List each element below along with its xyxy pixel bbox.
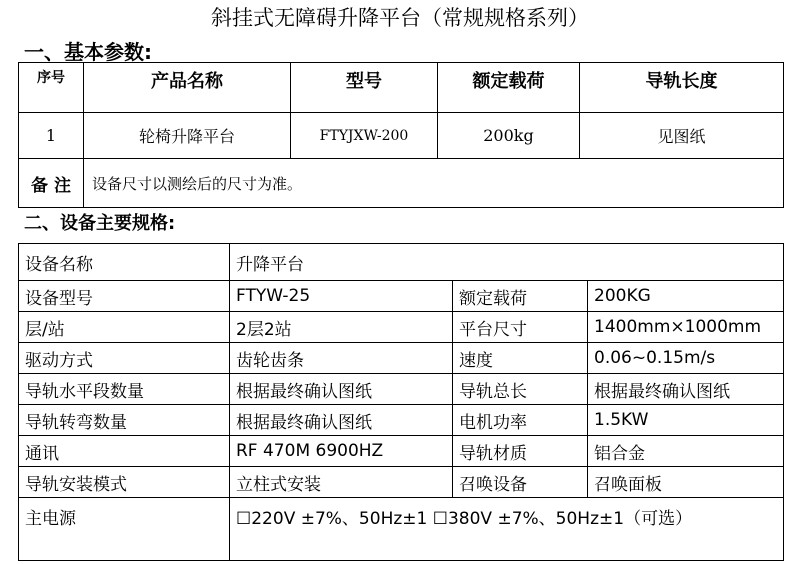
table-row — [19, 436, 784, 467]
cell: 主电源 — [19, 498, 230, 561]
note-label: 备 注 — [19, 159, 84, 208]
cell: 200kg — [438, 113, 580, 159]
table-header-row — [19, 63, 784, 113]
cell: 设备名称 — [19, 244, 230, 281]
cell: ☐220V ±7%、50Hz±1 ☐380V ±7%、50Hz±1（可选） — [230, 498, 784, 561]
cell: 召唤面板 — [588, 467, 784, 498]
cell: 升降平台 — [230, 244, 784, 281]
cell: 轮椅升降平台 — [84, 113, 291, 159]
table-row — [19, 281, 784, 312]
cell: 驱动方式 — [19, 343, 230, 374]
cell: 根据最终确认图纸 — [230, 405, 453, 436]
cell: 齿轮齿条 — [230, 343, 453, 374]
basic-params-table — [18, 62, 784, 208]
cell: 召唤设备 — [453, 467, 588, 498]
cell: 1 — [19, 113, 84, 159]
table-row — [19, 467, 784, 498]
cell: FTYW-25 — [230, 281, 453, 312]
cell: 导轨水平段数量 — [19, 374, 230, 405]
cell: 速度 — [453, 343, 588, 374]
cell: RF 470M 6900HZ — [230, 436, 453, 467]
cell: 导轨材质 — [453, 436, 588, 467]
table-row — [19, 343, 784, 374]
cell: 额定载荷 — [453, 281, 588, 312]
cell: 层/站 — [19, 312, 230, 343]
table-row — [19, 405, 784, 436]
cell: 平台尺寸 — [453, 312, 588, 343]
cell: 立柱式安装 — [230, 467, 453, 498]
document-title: 斜挂式无障碍升降平台（常规规格系列） — [211, 6, 589, 30]
cell: 根据最终确认图纸 — [588, 374, 784, 405]
section1-heading: 一、基本参数: — [24, 40, 152, 64]
cell: 0.06~0.15m/s — [588, 343, 784, 374]
cell: 1400mm×1000mm — [588, 312, 784, 343]
spec-table — [18, 243, 784, 561]
table-row — [19, 113, 784, 159]
cell: 根据最终确认图纸 — [230, 374, 453, 405]
cell: 1.5KW — [588, 405, 784, 436]
table-row — [19, 498, 784, 561]
header-cell: 导轨长度 — [580, 63, 784, 113]
cell: 导轨总长 — [453, 374, 588, 405]
cell: 导轨安装模式 — [19, 467, 230, 498]
table-row — [19, 312, 784, 343]
note-row — [19, 159, 784, 208]
cell: FTYJXW-200 — [291, 113, 438, 159]
table-row — [19, 244, 784, 281]
note-text: 设备尺寸以测绘后的尺寸为准。 — [84, 159, 784, 208]
cell: 200KG — [588, 281, 784, 312]
cell: 铝合金 — [588, 436, 784, 467]
header-cell: 序号 — [19, 63, 84, 113]
cell: 见图纸 — [580, 113, 784, 159]
header-cell: 产品名称 — [84, 63, 291, 113]
cell: 电机功率 — [453, 405, 588, 436]
section2-heading: 二、设备主要规格: — [24, 213, 176, 234]
cell: 设备型号 — [19, 281, 230, 312]
cell: 通讯 — [19, 436, 230, 467]
cell: 2层2站 — [230, 312, 453, 343]
table-row — [19, 374, 784, 405]
header-cell: 额定载荷 — [438, 63, 580, 113]
header-cell: 型号 — [291, 63, 438, 113]
cell: 导轨转弯数量 — [19, 405, 230, 436]
